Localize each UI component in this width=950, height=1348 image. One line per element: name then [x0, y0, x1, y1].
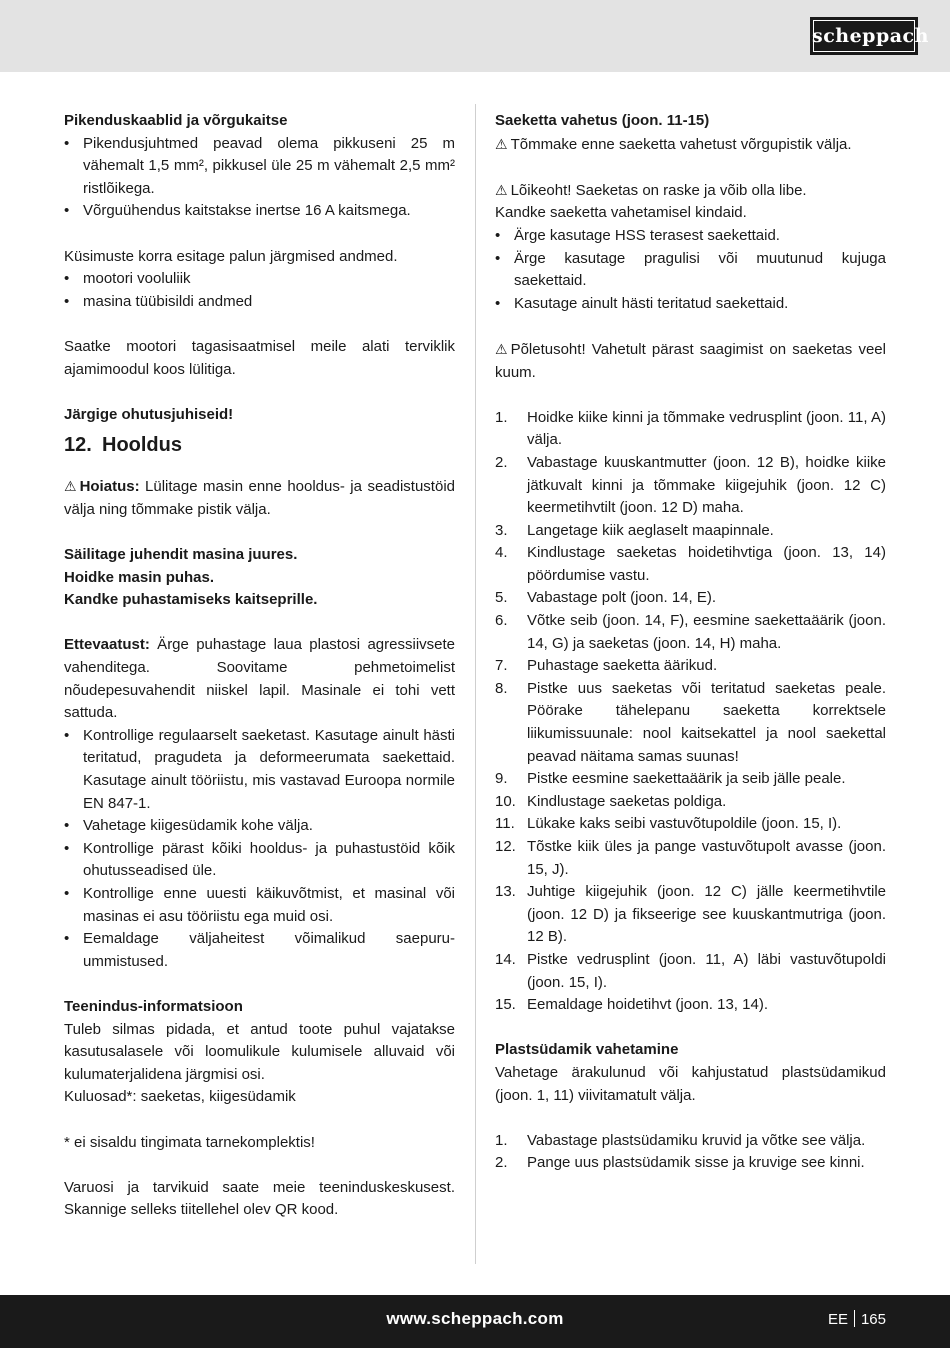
step-text: Eemaldage hoidetihvt (joon. 13, 14).	[527, 996, 768, 1014]
warning-text: Lülitage masin enne hooldus- ja seadistustöid välja ning tõmmake pistik välja.	[64, 478, 455, 518]
footer-bar	[0, 1295, 950, 1348]
heading-extension-cables: Pikenduskaablid ja võrgukaitse	[64, 112, 288, 129]
list-item: • Ärge kasutage pragulisi või muutunud kujuga saekettaid.	[495, 248, 886, 293]
step-number: 11.	[495, 815, 515, 833]
blade-list	[495, 225, 886, 315]
step-number: 2.	[495, 1154, 508, 1172]
step-item	[495, 542, 886, 587]
list-item: • Kontrollige regulaarselt saeketast. Kasutage ainult hästi teritatud, pragudeta ja deformeerumata saekettaid. Kasutage ainult tööriistu, mis vastavad Euroopa normile EN 847-1.	[64, 725, 455, 815]
warning-paragraph	[64, 475, 455, 521]
bold-line: Säilitage juhendit masina juures.	[64, 546, 298, 564]
gloves-text: Kandke saeketta vahetamisel kindaid.	[495, 204, 747, 222]
unplug-text: Tõmmake enne saeketta vahetust võrgupistik välja.	[510, 135, 852, 153]
step-text: Pistke vedrusplint (joon. 11, A) läbi vastuvõtupoldi (joon. 15, I).	[527, 950, 886, 991]
section-title: Hooldus	[102, 434, 182, 457]
step-text: Lükake kaks seibi vastuvõtupoldile (joon. 15, I).	[527, 815, 842, 833]
step-item	[495, 587, 886, 610]
service-text: Tuleb silmas pidada, et antud toote puhul vajatakse kasutusalasele või loomulikule kulumisele alluvaid või kulumaterjalidena järgmisi osi.	[64, 1020, 455, 1083]
step-text: Pange uus plastsüdamik sisse ja kruvige see kinni.	[527, 1154, 865, 1172]
step-item	[495, 610, 886, 655]
step-text: Kindlustage saeketas poldiga.	[527, 792, 727, 810]
step-text: Vabastage kuuskantmutter (joon. 12 B), hoidke kiike jätkuvalt kinni ja tõmmake kiigejuhik (joon. 12 C) keermetihvtilt (joon. 12 D) maha.	[527, 453, 886, 517]
website-url: www.scheppach.com	[386, 1309, 564, 1328]
step-item	[495, 813, 886, 836]
list-item: • Võrguühendus kaitstakse inertse 16 A kaitsmega.	[64, 200, 455, 223]
heading-plastic-insert: Plastsüdamik vahetamine	[495, 1041, 679, 1059]
burn-danger	[495, 338, 886, 384]
step-number: 4.	[495, 544, 508, 562]
step-number: 10.	[495, 792, 516, 810]
step-number: 3.	[495, 521, 508, 539]
step-number: 1.	[495, 1131, 508, 1149]
step-text: Juhtige kiigejuhik (joon. 12 C) jälle keermetihvtile (joon. 12 D) ja fikseerige see kuuskantmutriga (joon. 12 B).	[527, 883, 886, 946]
step-number: 2.	[495, 453, 508, 471]
spare-parts-text: Varuosi ja tarvikuid saate meie teeninduskeskusest. Skannige selleks tiitellehel olev QR kood.	[64, 1178, 455, 1219]
questions-text: Küsimuste korra esitage palun järgmised andmed.	[64, 247, 398, 265]
blade-steps-list	[495, 407, 886, 1017]
warning-triangle-icon: ⚠	[495, 135, 508, 152]
warning-triangle-icon: ⚠	[64, 478, 77, 495]
step-item	[495, 994, 886, 1017]
cables-list	[64, 133, 455, 223]
bold-line: Kandke puhastamiseks kaitseprille.	[64, 591, 318, 609]
list-item: • Ärge kasutage HSS terasest saekettaid.	[495, 225, 886, 248]
column-divider	[475, 104, 476, 1264]
motor-return-text: Saatke mootori tagasisaatmisel meile alati terviklik ajamimoodul koos lülitiga.	[64, 337, 455, 378]
section-heading	[64, 426, 455, 464]
bold-line: Hoidke masin puhas.	[64, 568, 215, 586]
list-item: • Pikendusjuhtmed peavad olema pikkuseni 25 m vähemalt 1,5 mm², pikkusel üle 25 m vähemalt 2,5 mm² ristlõikega.	[64, 133, 455, 201]
step-text: Pistke eesmine saekettaäärik ja seib jälle peale.	[527, 770, 846, 788]
step-item	[495, 655, 886, 678]
step-number: 9.	[495, 770, 508, 788]
step-number: 5.	[495, 589, 508, 607]
maintenance-list	[64, 725, 455, 974]
plastic-text: Vahetage ärakulunud või kahjustatud plastsüdamikud (joon. 1, 11) viivitamatult välja.	[495, 1063, 886, 1104]
step-item	[495, 520, 886, 543]
list-item: • Vahetage kiigesüdamik kohe välja.	[64, 815, 455, 838]
step-item	[495, 791, 886, 814]
step-text: Vabastage polt (joon. 14, E).	[527, 589, 717, 607]
step-item	[495, 881, 886, 949]
plastic-steps-list	[495, 1130, 886, 1175]
step-item	[495, 1152, 886, 1175]
list-item: • masina tüübisildi andmed	[64, 291, 455, 314]
warning-label: Hoiatus:	[79, 478, 140, 496]
step-item	[495, 949, 886, 994]
caution-paragraph	[64, 634, 455, 724]
page-number: 165	[860, 1311, 886, 1328]
caution-label: Ettevaatust:	[64, 636, 150, 654]
step-item	[495, 1130, 886, 1153]
questions-list	[64, 268, 455, 313]
burn-danger-text: Põletusoht! Vahetult pärast saagimist on saeketas veel kuum.	[495, 340, 886, 381]
header-bar	[0, 0, 950, 72]
language-code: EE	[827, 1311, 848, 1328]
step-number: 7.	[495, 657, 508, 675]
step-text: Puhastage saeketta äärikud.	[527, 657, 718, 675]
right-column	[495, 110, 886, 1175]
step-text: Võtke seib (joon. 14, F), eesmine saekettaäärik (joon. 14, G) ja saeketas (joon. 14, H) maha.	[527, 612, 886, 652]
step-text: Tõstke kiik üles ja pange vastuvõtupolt avasse (joon. 15, J).	[527, 838, 886, 878]
step-number: 15.	[495, 996, 516, 1014]
step-item	[495, 678, 886, 768]
step-text: Kindlustage saeketas hoidetihvtiga (joon. 13, 14) pöördumise vastu.	[527, 544, 886, 584]
step-item	[495, 768, 886, 791]
unplug-warning	[495, 133, 886, 157]
step-text: Langetage kiik aeglaselt maapinnale.	[527, 521, 774, 539]
step-number: 13.	[495, 883, 516, 901]
step-item	[495, 407, 886, 452]
cut-danger-text: Lõikeoht! Saeketas on raske ja võib olla libe.	[510, 181, 807, 199]
step-item	[495, 452, 886, 520]
wear-parts: Kuluosad*: saeketas, kiigesüdamik	[64, 1088, 296, 1106]
step-item	[495, 836, 886, 881]
list-item: • Kontrollige pärast kõiki hooldus- ja puhastustöid kõik ohutusseadised üle.	[64, 838, 455, 883]
list-item: • Kontrollige enne uuesti käikuvõtmist, et masinal või masinas ei asu tööriistu ega muid osi.	[64, 883, 455, 928]
step-number: 1.	[495, 408, 508, 426]
warning-triangle-icon: ⚠	[495, 181, 508, 198]
page-indicator	[828, 1310, 886, 1328]
list-item: • mootori vooluliik	[64, 268, 455, 291]
heading-service-info: Teenindus-informatsioon	[64, 997, 243, 1015]
section-number: 12.	[64, 434, 92, 457]
brand-logo: scheppach	[810, 17, 918, 55]
step-text: Hoidke kiike kinni ja tõmmake vedrusplint (joon. 11, A) välja.	[527, 408, 886, 449]
step-text: Pistke uus saeketas või teritatud saeketas peale. Pöörake tähelepanu saeketta korrektsele liikumissuunale: nool kaitsekattel ja nool saekettal peavad näitama samas suunas!	[527, 679, 886, 765]
step-number: 6.	[495, 612, 508, 630]
step-number: 12.	[495, 838, 516, 855]
left-column	[64, 110, 455, 1222]
list-item: • Eemaldage väljaheitest võimalikud saepuru-ummistused.	[64, 928, 455, 973]
footnote: * ei sisaldu tingimata tarnekomplektis!	[64, 1133, 315, 1151]
step-number: 8.	[495, 679, 508, 697]
caution-text: Ärge puhastage laua plastosi agressiivsete vahenditega. Soovitame pehmetoimelist nõudepesuvahendit niiskel lapil. Masinale ei tohi vett sattuda.	[64, 636, 455, 722]
step-text: Vabastage plastsüdamiku kruvid ja võtke see välja.	[527, 1131, 866, 1149]
list-item: • Kasutage ainult hästi teritatud saekettaid.	[495, 293, 886, 316]
warning-triangle-icon: ⚠	[495, 340, 508, 357]
step-number: 14.	[495, 950, 516, 968]
safety-note: Järgige ohutusjuhiseid!	[64, 405, 234, 423]
cut-danger	[495, 179, 886, 203]
heading-blade-change: Saeketta vahetus (joon. 11-15)	[495, 112, 710, 129]
